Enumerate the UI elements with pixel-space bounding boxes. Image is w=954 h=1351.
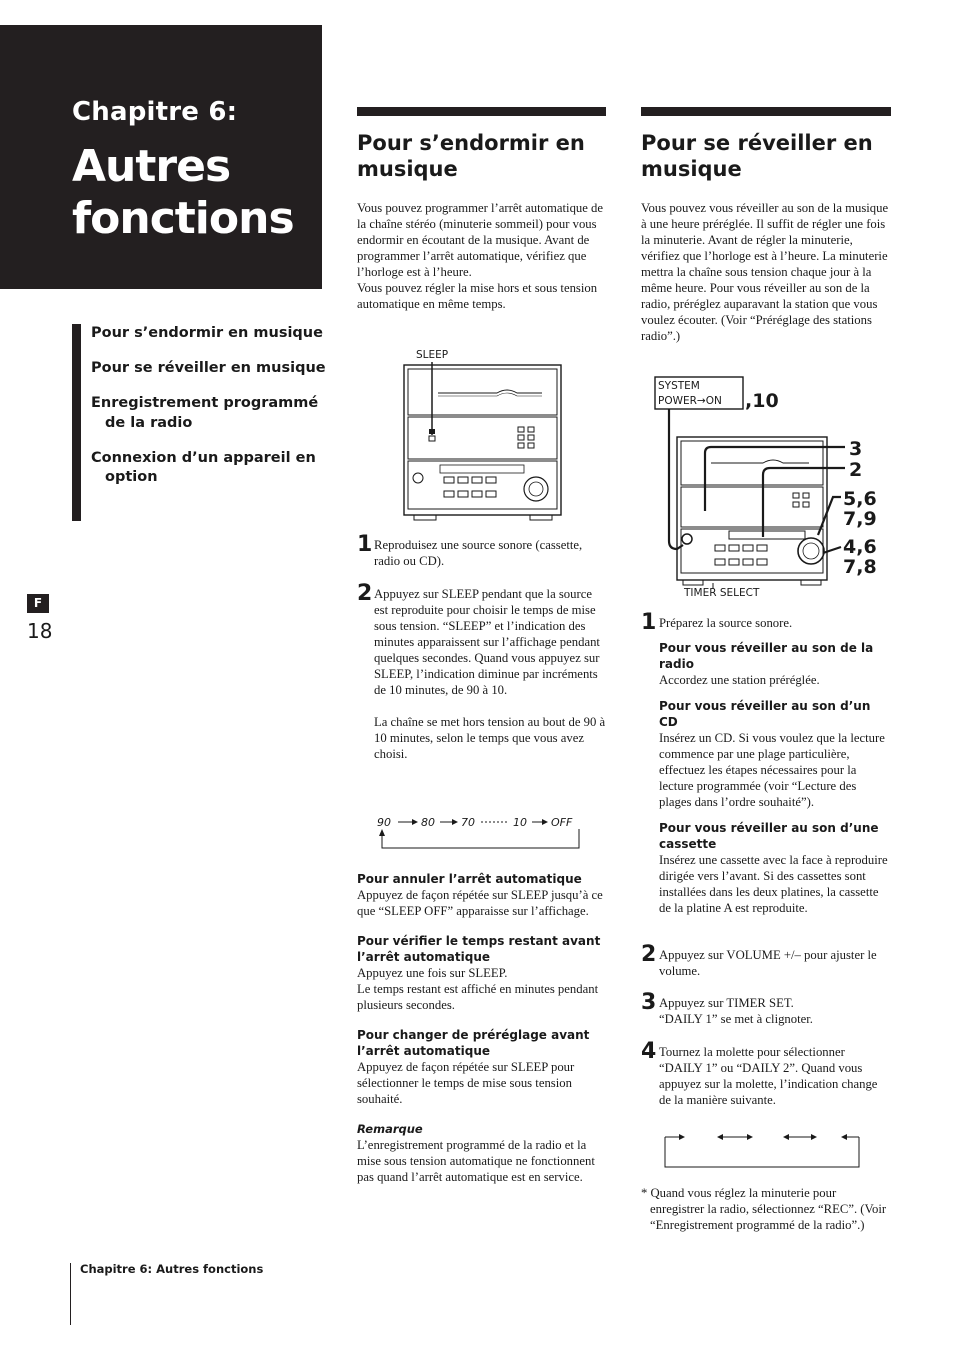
chapter-label: Chapitre 6:	[72, 97, 238, 127]
step-text: Reproduisez une source sonore (cassette, radio ou CD).	[374, 538, 583, 568]
callout-7-9: 7,9	[843, 508, 877, 530]
step-number: 3	[641, 990, 657, 1015]
check-text: Appuyez une fois sur SLEEP.	[357, 966, 508, 980]
toc-item-wake[interactable]: Pour se réveiller en musique	[91, 360, 326, 376]
wake-title: Pour se réveiller en musique	[641, 131, 873, 181]
toc-item-connect[interactable]: Connexion d’un appareil en option	[91, 449, 316, 485]
tape-heading: Pour vous réveiller au son d’une cassette	[659, 821, 879, 851]
seq-70: 70	[461, 816, 475, 829]
stereo-timer-figure	[653, 375, 893, 597]
callout-2: 2	[849, 459, 863, 481]
toc-item-sleep[interactable]: Pour s’endormir en musique	[91, 325, 323, 341]
wake-step-1	[641, 610, 891, 916]
step-text: Préparez la source sonore.	[659, 616, 793, 630]
chapter-header	[0, 25, 322, 289]
sleep-section	[357, 107, 606, 1237]
chapter-title: Autres fonctions	[72, 141, 294, 244]
sleep-step-1	[357, 532, 607, 569]
step-text-2: “DAILY 1” se met à clignoter.	[659, 1012, 813, 1026]
cd-text: Insérez un CD. Si vous voulez que la lecture commence par une plage particulière, effectuez les étapes nécessaires pour la lecture programmée (voir “Lecture des plages dans l’ordre souhaité”).	[659, 731, 885, 809]
change-heading: Pour changer de préréglage avant l’arrêt automatique	[357, 1028, 590, 1058]
stereo-sleep-figure	[402, 343, 572, 521]
wake-step-3	[641, 990, 891, 1027]
chapter-toc	[72, 324, 332, 521]
sleep-title: Pour s’endormir en musique	[357, 131, 585, 181]
callout-4-6: 4,6	[843, 536, 877, 558]
callout-3: 3	[849, 438, 863, 460]
sleep-intro: Vous pouvez programmer l’arrêt automatique de la chaîne stéréo (minuterie sommeil) pour vous endormir en écoutant de la musique. Avant de programmer l’arrêt automatique, vérifiez que l’horloge est à l’heure.	[357, 201, 604, 279]
wake-footnote: * Quand vous réglez la minuterie pour enregistrer la radio, sélectionnez “REC”. (Voir “Enregistrement programmé de la radio”.)	[641, 1186, 887, 1232]
change-text: Appuyez de façon répétée sur SLEEP pour sélectionner le temps de mise sous tension souhaité.	[357, 1060, 575, 1106]
check-heading: Pour vérifier le temps restant avant l’arrêt automatique	[357, 934, 601, 964]
step-text: Appuyez sur VOLUME +/– pour ajuster le volume.	[659, 948, 877, 978]
sleep-label: SLEEP	[416, 349, 449, 361]
wake-intro: Vous pouvez vous réveiller au son de la musique à une heure préréglée. Il suffit de régler une fois la minuterie. Avant de régler la minuterie, vérifiez que l’horloge est à l’heure. La minuterie mettra la chaîne sous tension chaque jour à la même heure. Pour vous réveiller au son de la radio, préréglez auparavant la station que vous voulez écouter. (Voir “Préréglage des stations radio”.)	[641, 201, 889, 343]
section-rule	[641, 107, 891, 116]
page-number: 18	[27, 619, 53, 643]
language-tab: F	[27, 594, 49, 613]
tape-text: Insérez une cassette avec la face à reproduire dirigée vers l’avant. Si des cassettes sont installées dans les deux platines, la cassette de la platine A est reproduite.	[659, 853, 888, 915]
callout-10: ,10	[745, 390, 779, 412]
callout-5-6: 5,6	[843, 488, 877, 510]
seq-10: 10	[513, 816, 527, 829]
step-text: Appuyez sur TIMER SET.	[659, 996, 794, 1010]
wake-step-4	[641, 1039, 891, 1108]
radio-heading: Pour vous réveiller au son de la radio	[659, 641, 874, 671]
step-number: 2	[357, 581, 373, 606]
wake-section	[641, 107, 891, 1257]
seq-80: 80	[421, 816, 435, 829]
remark-text: L’enregistrement programmé de la radio et la mise sous tension automatique ne fonctionnent pas quand l’arrêt automatique est en service.	[357, 1138, 595, 1184]
cd-heading: Pour vous réveiller au son d’un CD	[659, 699, 871, 729]
sleep-intro-2: Vous pouvez régler la mise hors et sous tension automatique en même temps.	[357, 281, 598, 311]
step-number: 1	[641, 610, 657, 635]
step-number: 1	[357, 532, 373, 557]
step-text: Appuyez sur SLEEP pendant que la source est reproduite pour choisir le temps de mise sous tension. “SLEEP” et l’indication des minutes apparaissent sur l’affichage pendant quelques secondes. Quand vous appuyez sur SLEEP, l’indication diminue par incréments de 10 minutes, de 90 à 10.	[374, 587, 600, 697]
check-text-2: Le temps restant est affiché en minutes pendant plusieurs secondes.	[357, 982, 599, 1012]
cancel-text: Appuyez de façon répétée sur SLEEP jusqu’à ce que “SLEEP OFF” apparaisse sur l’affichage.	[357, 888, 603, 918]
system-power-label-2: POWER→ON	[658, 395, 722, 407]
step-text: Tournez la molette pour sélectionner “DAILY 1” ou “DAILY 2”. Quand vous appuyez sur la molette, l’indication change de la manière suivante.	[659, 1045, 878, 1107]
step-number: 4	[641, 1039, 657, 1064]
daily-cycle-diagram	[663, 1127, 863, 1171]
footer-rule	[70, 1263, 71, 1325]
system-power-label-1: SYSTEM	[658, 380, 700, 392]
callout-7-8: 7,8	[843, 556, 877, 578]
section-rule	[357, 107, 606, 116]
wake-step-2	[641, 942, 891, 979]
cancel-heading: Pour annuler l’arrêt automatique	[357, 872, 582, 886]
toc-item-timer-rec[interactable]: Enregistrement programmé de la radio	[91, 395, 319, 431]
step-text-2: La chaîne se met hors tension au bout de 90 à 10 minutes, selon le temps que vous avez choisi.	[374, 715, 606, 761]
radio-text: Accordez une station préréglée.	[659, 673, 820, 687]
step-number: 2	[641, 942, 657, 967]
sleep-step-2	[357, 581, 607, 762]
footer-label: Chapitre 6: Autres fonctions	[80, 1262, 264, 1276]
sleep-sequence-diagram	[374, 812, 604, 860]
seq-90: 90	[377, 816, 391, 829]
timer-select-label: TIMER SELECT	[684, 587, 760, 597]
remark-heading: Remarque	[357, 1122, 423, 1136]
seq-off: OFF	[551, 816, 573, 829]
